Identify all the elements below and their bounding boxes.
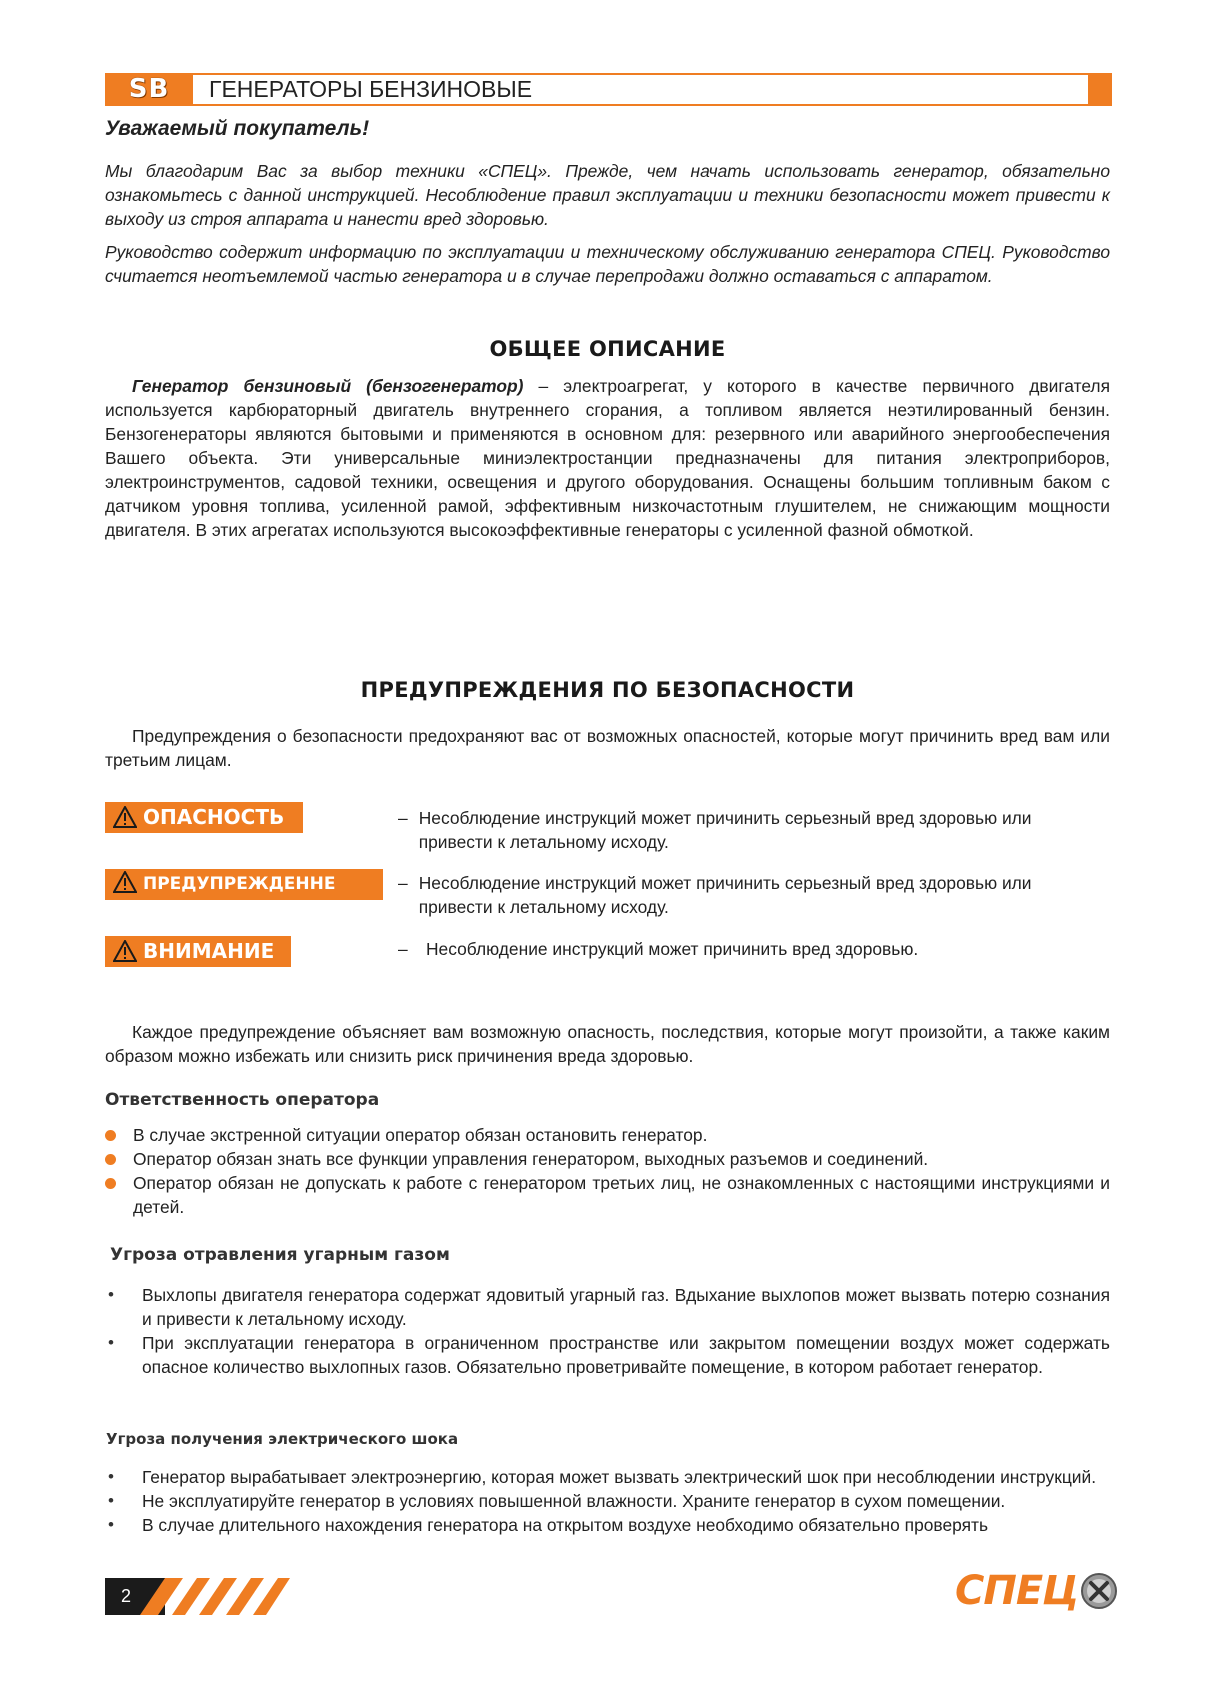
list-item (105, 1171, 1110, 1219)
general-text: – электроагрегат, у которого в качестве первичного двигателя используется карбюраторный двигатель внутреннего сгорания, а топливом является неэтилированный бензин. Бензогенераторы являются бытовыми и применяются в основном для: резервного или аварийного энергообеспечения Вашего объекта. Эти универсальные миниэлектростанции предназначены для питания электроприборов, электроинструментов, садовой техники, освещения и другого оборудования. Оснащены большим топливным баком с датчиком уровня топлива, усиленной рамой, эффективным низкочастотным глушителем, не снижающим мощности двигателя. В этих агрегатах используются высокоэффективные генераторы с усиленной фазной обмоткой. (105, 376, 1110, 540)
caution-description-text: Несоблюдение инструкций может причинить вред здоровью. (426, 939, 919, 959)
operator-list (105, 1123, 1110, 1219)
sb-logo: SB (105, 73, 193, 106)
header-title-box (193, 73, 1090, 106)
general-lead: Генератор бензиновый (бензогенератор) (132, 376, 524, 396)
co-list (105, 1283, 1110, 1379)
shock-item-text: Генератор вырабатывает электроэнергию, которая может вызвать электрический шок при несоблюдении инструкций. (142, 1467, 1097, 1487)
operator-heading: Ответственность оператора (105, 1090, 380, 1110)
list-item (105, 1513, 1110, 1537)
brand-text: СПЕЦ (955, 1568, 1079, 1614)
operator-item-text: Оператор обязан знать все функции управления генератором, выходных разъемов и соединений. (133, 1149, 929, 1169)
page-number: 2 (105, 1578, 165, 1615)
shock-item-text: Не эксплуатируйте генератор в условиях повышенной влажности. Храните генератор в сухом помещении. (142, 1491, 1006, 1511)
warning-triangle-icon (113, 940, 137, 962)
warning-label (105, 869, 383, 900)
co-heading: Угроза отравления угарным газом (110, 1245, 450, 1265)
general-description (105, 374, 1110, 542)
bullet-dot-icon (105, 1154, 116, 1165)
danger-description (398, 806, 1110, 854)
header-right-cap (1090, 73, 1112, 106)
warning-description (398, 871, 1110, 919)
shock-item-text: В случае длительного нахождения генератора на открытом воздухе необходимо обязательно проверять (142, 1515, 989, 1535)
shock-heading: Угроза получения электрического шока (106, 1430, 459, 1448)
shock-list (105, 1465, 1110, 1537)
list-item (105, 1283, 1110, 1331)
bullet-dot-icon: • (108, 1333, 114, 1352)
brand-logo (955, 1568, 1118, 1614)
list-item (105, 1147, 1110, 1171)
warning-dash: – (398, 873, 408, 893)
caution-label (105, 936, 291, 967)
warning-description-text: Несоблюдение инструкций может причинить серьезный вред здоровью или привести к летальному исходу. (418, 873, 1032, 917)
safety-intro: Предупреждения о безопасности предохраняют вас от возможных опасностей, которые могут причинить вред вам или третьим лицам. (105, 726, 1110, 770)
safety-heading: ПРЕДУПРЕЖДЕНИЯ ПО БЕЗОПАСНОСТИ (360, 678, 855, 702)
greeting: Уважаемый покупатель! (105, 117, 370, 140)
bullet-dot-icon: • (108, 1491, 114, 1510)
danger-description-text: Несоблюдение инструкций может причинить серьезный вред здоровью или привести к летальному исходу. (418, 808, 1032, 852)
operator-item-text: Оператор обязан не допускать к работе с генератором третьих лиц, не ознакомленных с настоящими инструкциями и детей. (133, 1173, 1110, 1217)
caution-description (398, 937, 1110, 961)
header-title: ГЕНЕРАТОРЫ БЕНЗИНОВЫЕ (209, 76, 533, 102)
intro-paragraph-1: Мы благодарим Вас за выбор техники «СПЕЦ». Прежде, чем начать использовать генератор, обязательно ознакомьтесь с данной инструкцией. Несоблюдение правил эксплуатации и техники безопасности может привести к выходу из строя аппарата и нанести вред здоровью. (105, 161, 1110, 229)
caution-label-text: ВНИМАНИЕ (143, 939, 275, 963)
bullet-dot-icon: • (108, 1515, 114, 1534)
danger-label-text: ОПАСНОСТЬ (143, 805, 285, 829)
bullet-dot-icon: • (108, 1467, 114, 1486)
list-item (105, 1331, 1110, 1379)
footer-stripes-icon (140, 1578, 290, 1615)
operator-item-text: В случае экстренной ситуации оператор обязан остановить генератор. (133, 1125, 708, 1145)
list-item (105, 1465, 1110, 1489)
bullet-dot-icon (105, 1178, 116, 1189)
warning-triangle-icon (113, 806, 137, 828)
co-item-text: При эксплуатации генератора в ограниченном пространстве или закрытом помещении воздух может содержать опасное количество выхлопных газов. Обязательно проветривайте помещение, в котором работает генератор. (142, 1333, 1110, 1377)
safety-explain: Каждое предупреждение объясняет вам возможную опасность, последствия, которые могут произойти, а также каким образом можно избежать или снизить риск причинения вреда здоровью. (105, 1022, 1110, 1066)
general-heading: ОБЩЕЕ ОПИСАНИЕ (489, 337, 726, 361)
bullet-dot-icon: • (108, 1285, 114, 1304)
page-header (105, 73, 1112, 106)
warning-triangle-icon (113, 871, 137, 893)
caution-dash: – (398, 939, 408, 959)
co-item-text: Выхлопы двигателя генератора содержат ядовитый угарный газ. Вдыхание выхлопов может вызвать потерю сознания и привести к летальному исходу. (142, 1285, 1110, 1329)
danger-label (105, 802, 303, 833)
danger-dash: – (398, 808, 408, 828)
screw-icon (1080, 1572, 1118, 1610)
intro-paragraph-2: Руководство содержит информацию по эксплуатации и техническому обслуживанию генератора СПЕЦ. Руководство считается неотъемлемой частью генератора и в случае перепродажи должно оставаться с аппаратом. (105, 242, 1110, 286)
bullet-dot-icon (105, 1130, 116, 1141)
list-item (105, 1489, 1110, 1513)
list-item (105, 1123, 1110, 1147)
warning-label-text: ПРЕДУПРЕЖДЕННЕ (143, 874, 336, 894)
